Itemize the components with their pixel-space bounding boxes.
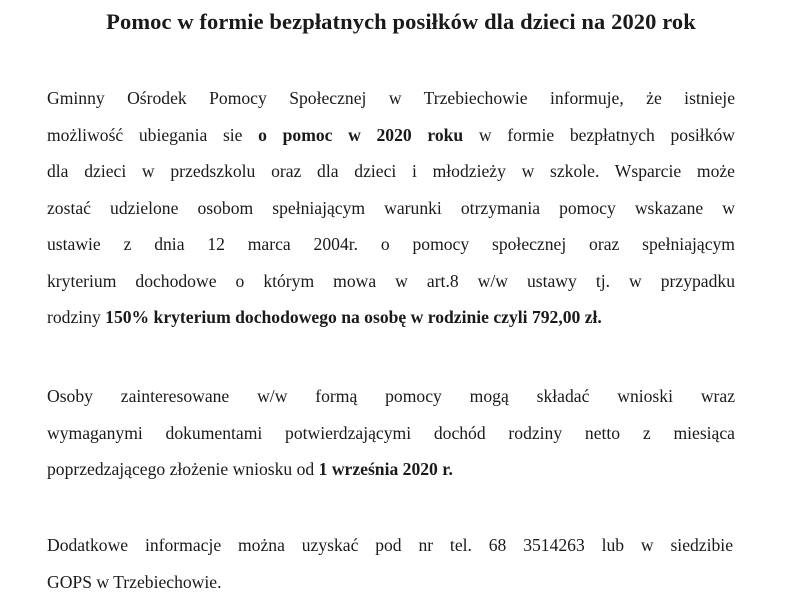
text-line: dla dzieci w przedszkolu oraz dla dzieci i młodzieży w szkole. Wsparcie może — [47, 161, 735, 181]
text-line — [47, 299, 735, 336]
text-span: możliwość ubiegania sie — [47, 124, 259, 145]
text-span: rodziny — [47, 307, 106, 327]
text-line — [47, 451, 735, 488]
text-line: Dodatkowe informacje można uzyskać pod nr tel. 68 3514263 lub w siedzibie — [47, 535, 733, 555]
text-span: w formie bezpłatnych posiłków — [463, 124, 735, 145]
paragraph-eligibility — [47, 80, 735, 336]
paragraph-application — [47, 378, 735, 488]
bold-text: o pomoc w 2020 roku — [258, 124, 464, 145]
paragraph-contact — [47, 527, 735, 600]
text-line: zostać udzielone osobom spełniającym warunki otrzymania pomocy wskazane w — [47, 197, 735, 218]
document-title: Pomoc w formie bezpłatnych posiłków dla dzieci na 2020 rok — [106, 9, 696, 34]
text-line: Osoby zainteresowane w/w formą pomocy mogą składać wnioski wraz — [47, 386, 735, 406]
text-span: poprzedzającego złożenie wniosku od — [47, 459, 319, 479]
text-line: ustawie z dnia 12 marca 2004r. o pomocy społecznej oraz spełniającym — [47, 234, 735, 254]
text-line: GOPS w Trzebiechowie. — [47, 571, 222, 592]
bold-text: 150% kryterium dochodowego na osobę w rodzinie czyli 792,00 zł. — [105, 307, 602, 327]
bold-text: 1 września 2020 r. — [318, 459, 453, 479]
text-line: wymaganymi dokumentami potwierdzającymi dochód rodziny netto z miesiąca — [47, 422, 735, 443]
text-line — [47, 117, 735, 154]
text-line: kryterium dochodowe o którym mowa w art.8 w/w ustawy tj. w przypadku — [47, 270, 735, 291]
text-line: Gminny Ośrodek Pomocy Społecznej w Trzebiechowie informuje, że istnieje — [47, 88, 735, 108]
